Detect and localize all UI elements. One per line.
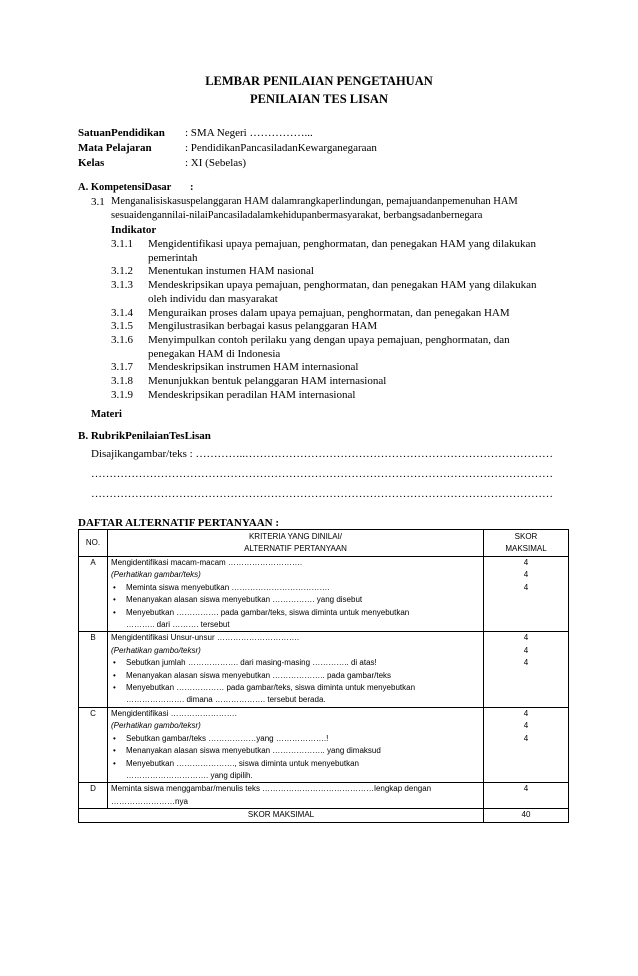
criteria-title: Meminta siswa menggambar/menulis teks ……………………………………lengkap dengan (111, 784, 432, 794)
criteria-bullet (111, 758, 480, 770)
criteria-continuation: ……………………nya (111, 796, 188, 806)
question-table (78, 529, 569, 823)
table-row (79, 707, 569, 782)
column-header-kriteria-line1: KRITERIA YANG DINILAI/ (248, 531, 343, 541)
indicator-text: Mengidentifikasi upaya pemajuan, penghormatan, dan penegakan HAM yang dilakukan (148, 238, 536, 250)
indicator-text: Mendeskripsikan peradilan HAM internasional (148, 389, 356, 401)
criteria-bullet (111, 733, 480, 745)
bullet-text: Sebutkan jumlah ………………. dari masing-masing ………….. di atas! (126, 658, 377, 668)
rubrik-line: Disajikangambar/teks : …………..………………………………………………………………………… (91, 448, 553, 460)
kd-number: 3.1 (91, 196, 105, 208)
info-value: : SMA Negeri ……………... (185, 127, 313, 139)
indicator-text: penegakan HAM di Indonesia (148, 348, 281, 360)
row-scores (484, 707, 569, 782)
score-value: 4 (523, 582, 529, 592)
column-header-no: NO. (79, 530, 108, 557)
bullet-icon: • (113, 607, 116, 617)
criteria-note: (Perhatikan gambar/teks) (111, 570, 201, 580)
score-value: 4 (523, 708, 529, 718)
indicator-number: 3.1.1 (111, 238, 133, 250)
indicator-number: 3.1.4 (111, 307, 133, 319)
row-scores (484, 632, 569, 707)
total-label: SKOR MAKSIMAL (79, 809, 484, 822)
table-row (79, 783, 569, 809)
score-value: 4 (523, 658, 529, 668)
indicator-text: Menguraikan proses dalam upaya pemajuan, penghormatan, dan penegakan HAM (148, 307, 510, 319)
daftar-heading: DAFTAR ALTERNATIF PERTANYAAN : (78, 517, 279, 529)
row-score: 4 (484, 783, 569, 809)
indicator-text: oleh individu dan masyarakat (148, 293, 278, 305)
criteria-title: Mengidentifikasi Unsur-unsur …………………………. (111, 633, 300, 643)
criteria-continuation: ……….. dari ………. tersebut (126, 620, 230, 630)
criteria-title: Mengidentifikasi ……………………. (111, 708, 237, 718)
bullet-icon: • (113, 733, 116, 743)
score-value: 4 (523, 645, 529, 655)
criteria-bullet (111, 745, 480, 757)
table-row (79, 557, 569, 632)
total-row (79, 809, 569, 822)
indicator-text: Menunjukkan bentuk pelanggaran HAM internasional (148, 375, 387, 387)
indicator-number: 3.1.6 (111, 334, 133, 346)
section-a-heading: A. KompetensiDasar (78, 182, 172, 193)
info-label: SatuanPendidikan (78, 127, 165, 139)
row-criteria (108, 632, 484, 707)
criteria-continuation: …………………………. yang dipilih. (126, 770, 253, 780)
criteria-bullet (111, 670, 480, 682)
info-label: Mata Pelajaran (78, 142, 152, 154)
indikator-heading: Indikator (111, 224, 157, 236)
row-number: C (79, 707, 108, 782)
table-header-row (79, 530, 569, 557)
info-value: : XI (Sebelas) (185, 157, 247, 169)
row-number: A (79, 557, 108, 632)
kd-text: sesuaidengannilai-nilaiPancasiladalamkehidupanbermasyarakat, berbangsadanbernegara (111, 210, 483, 221)
criteria-note: (Perhatikan gambo/teksr) (111, 721, 201, 731)
indicator-number: 3.1.3 (111, 279, 133, 291)
bullet-icon: • (113, 658, 116, 668)
criteria-note: (Perhatikan gambo/teksr) (111, 645, 201, 655)
criteria-title: Mengidentifikasi macam-macam ………………………. (111, 558, 303, 567)
kd-text: Menganalisiskasuspelanggaran HAM dalamrangkaperlindungan, pemajuandanpemenuhan HAM (111, 196, 518, 207)
materi-heading: Materi (91, 409, 122, 420)
bullet-text: Meminta siswa menyebutkan ………………………………. (126, 582, 330, 592)
info-label: Kelas (78, 157, 105, 169)
score-value: 4 (523, 733, 529, 743)
bullet-icon: • (113, 746, 116, 756)
row-scores (484, 557, 569, 632)
row-number: B (79, 632, 108, 707)
criteria-bullet (111, 607, 480, 619)
indicator-text: Mendeskripsikan instrumen HAM internasional (148, 361, 359, 373)
indicator-number: 3.1.5 (111, 320, 133, 332)
column-header-kriteria-line2: ALTERNATIF PERTANYAAN (244, 544, 347, 553)
criteria-bullet (111, 657, 480, 669)
column-header-skor-line1: SKOR (514, 531, 538, 541)
rubrik-line: ……………………………………………………………………………………………………………… (91, 488, 553, 500)
row-criteria (108, 783, 484, 809)
page-subtitle: PENILAIAN TES LISAN (249, 92, 388, 106)
column-header-skor-line2: MAKSIMAL (505, 544, 547, 553)
bullet-text: Menanyakan alasan siswa menyebutkan ……………….. yang dimaksud (126, 746, 381, 756)
criteria-bullet (111, 582, 480, 594)
row-criteria (108, 557, 484, 632)
score-value: 4 (523, 721, 529, 731)
indicator-text: Mendeskripsikan upaya pemajuan, penghormatan, dan penegakan HAM yang dilakukan (148, 279, 537, 291)
criteria-bullet (111, 594, 480, 606)
score-value: 4 (523, 633, 529, 643)
indicator-text: pemerintah (148, 252, 198, 264)
criteria-continuation: …………………. dimana ………………. tersebut berada. (126, 695, 326, 705)
table-row (79, 632, 569, 707)
section-a-colon: : (190, 182, 194, 193)
bullet-icon: • (113, 582, 116, 592)
page-title: LEMBAR PENILAIAN PENGETAHUAN (205, 74, 433, 88)
bullet-icon: • (113, 670, 116, 680)
indicator-text: Mengilustrasikan berbagai kasus pelanggaran HAM (148, 320, 378, 332)
info-value: : PendidikanPancasiladanKewarganegaraan (185, 142, 377, 154)
bullet-text: Menyebutkan ……………. pada gambar/teks, siswa diminta untuk menyebutkan (126, 607, 410, 617)
bullet-text: Menyebutkan ……………… pada gambar/teks, siswa diminta untuk menyebutkan (126, 683, 416, 693)
indicator-text: Menentukan instumen HAM nasional (148, 265, 314, 277)
bullet-text: Sebutkan gambar/teks ………………yang ……………….! (126, 733, 329, 743)
column-header-kriteria (108, 530, 484, 557)
indicator-number: 3.1.2 (111, 265, 133, 277)
bullet-text: Menyebutkan …………………., siswa diminta untuk menyebutkan (126, 758, 359, 768)
bullet-icon: • (113, 758, 116, 768)
indicator-text: Menyimpulkan contoh perilaku yang dengan upaya pemajuan, penghormatan, dan (148, 334, 510, 346)
criteria-bullet (111, 682, 480, 694)
row-criteria (108, 707, 484, 782)
bullet-text: Menanyakan alasan siswa menyebutkan ……………. yang disebut (126, 595, 363, 605)
row-number: D (79, 783, 108, 809)
bullet-icon: • (113, 595, 116, 605)
column-header-skor (484, 530, 569, 557)
score-value: 4 (523, 570, 529, 580)
bullet-text: Menanyakan alasan siswa menyebutkan ……………….. pada gambar/teks (126, 670, 392, 680)
indicator-number: 3.1.7 (111, 361, 133, 373)
score-value: 4 (523, 558, 529, 567)
rubrik-line: ……………………………………………………………………………………………………………… (91, 468, 553, 480)
indicator-number: 3.1.8 (111, 375, 133, 387)
section-b-heading: B. RubrikPenilaianTesLisan (78, 430, 211, 442)
indicator-number: 3.1.9 (111, 389, 133, 401)
bullet-icon: • (113, 683, 116, 693)
total-value: 40 (484, 809, 569, 822)
